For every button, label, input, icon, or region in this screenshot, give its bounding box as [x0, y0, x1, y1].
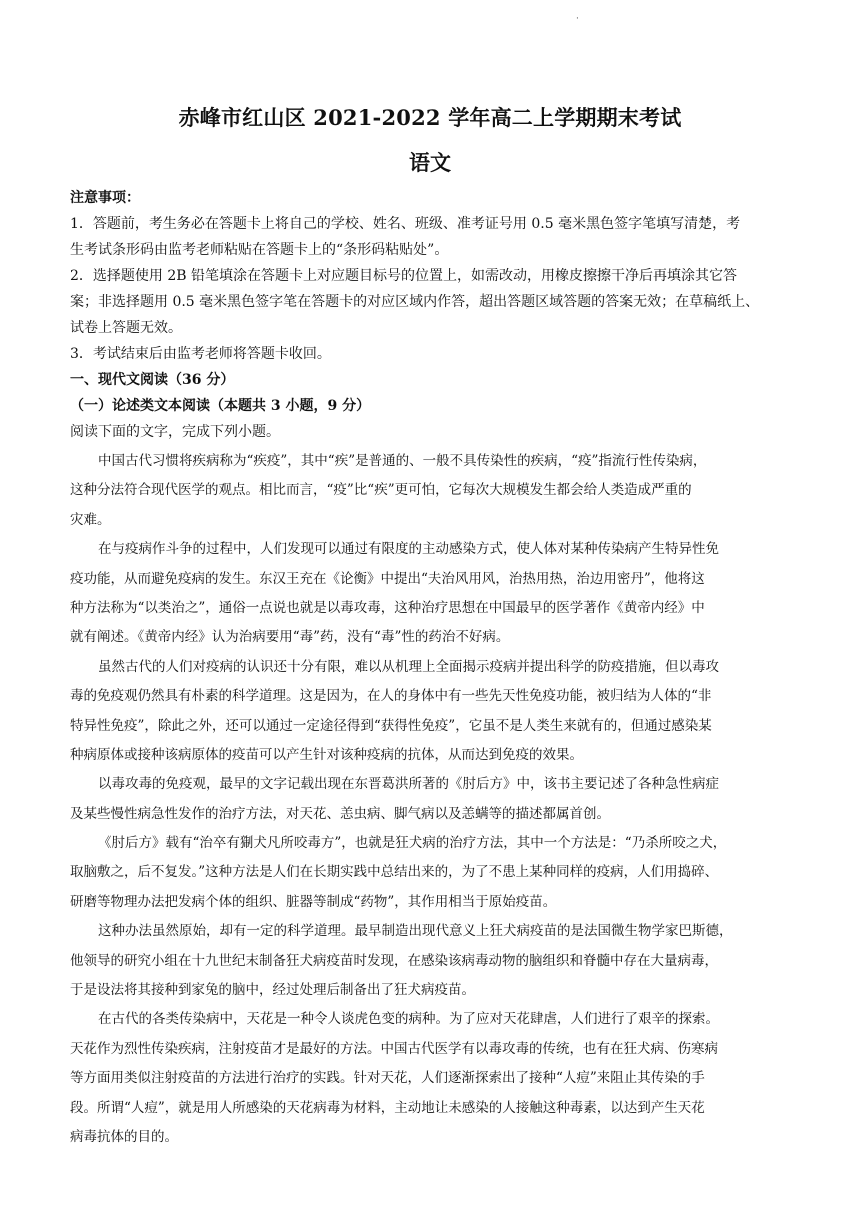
passage-line: 在与疫病作斗争的过程中，人们发现可以通过有限度的主动感染方式，使人体对某种传染病产生特异性免	[98, 541, 719, 558]
passage-line: 《肘后方》载有“治卒有猘犬凡所咬毒方”，也就是狂犬病的治疗方法，其中一个方法是：“乃杀所咬之犬，	[98, 835, 727, 852]
section-heading: 一、现代文阅读（36 分）	[70, 372, 235, 388]
passage-line: 在古代的各类传染病中，天花是一种令人谈虎色变的病种。为了应对天花肆虐，人们进行了艰辛的探索。	[98, 1011, 719, 1028]
notice-line: 试卷上答题无效。	[70, 320, 182, 336]
subject-title: 语文	[409, 150, 451, 175]
passage-line: 取脑敷之，后不复发。”这种方法是人们在长期实践中总结出来的，为了不患上某种同样的疫病，人们用捣碎、	[70, 864, 719, 881]
passage-line: 疫功能，从而避免疫病的发生。东汉王充在《论衡》中提出“夫治风用风，治热用热，治边用密丹”，他将这	[70, 570, 705, 587]
passage-line: 以毒攻毒的免疫观，最早的文字记载出现在东晋葛洪所著的《肘后方》中，该书主要记述了各种急性病症	[98, 776, 719, 793]
notice-line: 1．答题前，考生务必在答题卡上将自己的学校、姓名、班级、准考证号用 0.5 毫米黑色签字笔填写清楚，考	[70, 216, 741, 232]
passage-line: 就有阐述。《黄帝内经》认为治病要用“毒”药，没有“毒”性的药治不好病。	[70, 629, 510, 646]
passage-line: 于是设法将其接种到家兔的脑中，经过处理后制备出了狂犬病疫苗。	[70, 982, 475, 999]
passage-line: 特异性免疫”，除此之外，还可以通过一定途径得到“获得性免疫”，它虽不是人类生来就有的，但通过感染某	[70, 717, 712, 734]
passage-line: 等方面用类似注射疫苗的方法进行治疗的实践。针对天花，人们逐渐探索出了接种“人痘”来阻止其传染的手	[70, 1070, 705, 1087]
passage-line: 这种分法符合现代医学的观点。相比而言，“疫”比“疾”更可怕，它每次大规模发生都会给人类造成严重的	[70, 482, 692, 499]
exam-content	[70, 185, 798, 1152]
notice-line: 3．考试结束后由监考老师将答题卡收回。	[70, 346, 331, 362]
passage-line: 种病原体或接种该病原体的疫苗可以产生针对该种疫病的抗体，从而达到免疫的效果。	[70, 746, 583, 763]
subsection-heading: （一）论述类文本阅读（本题共 3 小题，9 分）	[70, 398, 371, 414]
passage-line: 他领导的研究小组在十九世纪末制备狂犬病疫苗时发现，在感染该病毒动物的脑组织和脊髓中存在大量病毒，	[70, 952, 718, 969]
passage-line: 中国古代习惯将疾病称为“疾疫”，其中“疾”是普通的、一般不具传染性的疾病，“疫”指流行性传染病，	[98, 453, 707, 469]
passage-line: 种方法称为“以类治之”，通俗一点说也就是以毒攻毒，这种治疗思想在中国最早的医学著作《黄帝内经》中	[70, 599, 705, 616]
header-mark: ·	[576, 14, 579, 24]
passage-line: 虽然古代的人们对疫病的认识还十分有限，难以从机理上全面揭示疫病并提出科学的防疫措施，但以毒攻	[98, 658, 719, 675]
page-title: 赤峰市红山区 2021-2022 学年高二上学期期末考试	[178, 105, 682, 130]
notice-line: 2．选择题使用 2B 铅笔填涂在答题卡上对应题目标号的位置上，如需改动，用橡皮擦擦干净后再填涂其它答	[70, 268, 738, 284]
notice-list	[70, 211, 798, 367]
passage-line: 灾难。	[70, 511, 111, 528]
passage-line: 病毒抗体的目的。	[70, 1128, 178, 1145]
reading-passage	[70, 447, 798, 1152]
passage-line: 段。所谓“人痘”，就是用人所感染的天花病毒为材料，主动地让未感染的人接触这种毒素，以达到产生天花	[70, 1099, 705, 1116]
passage-line: 研磨等物理办法把发病个体的组织、脏器等制成“药物”，其作用相当于原始疫苗。	[70, 893, 557, 910]
passage-line: 毒的免疫观仍然具有朴素的科学道理。这是因为，在人的身体中有一些先天性免疫功能，被归结为人体的“非	[70, 688, 712, 705]
passage-line: 及某些慢性病急性发作的治疗方法，对天花、恙虫病、脚气病以及恙螨等的描述都属首创。	[70, 805, 610, 822]
passage-line: 这种办法虽然原始，却有一定的科学道理。最早制造出现代意义上狂犬病疫苗的是法国微生物学家巴斯德，	[98, 923, 733, 940]
notice-line: 案；非选择题用 0.5 毫米黑色签字笔在答题卡的对应区域内作答，超出答题区域答题的答案无效；在草稿纸上、	[70, 294, 760, 310]
notice-line: 生考试条形码由监考老师粘贴在答题卡上的“条形码粘贴处”。	[70, 242, 449, 258]
notice-heading: 注意事项：	[70, 190, 140, 206]
passage-line: 天花作为烈性传染疾病，注射疫苗才是最好的方法。中国古代医学有以毒攻毒的传统，也有在狂犬病、伤寒病	[70, 1040, 718, 1057]
reading-instruction: 阅读下面的文字，完成下列小题。	[70, 424, 280, 440]
